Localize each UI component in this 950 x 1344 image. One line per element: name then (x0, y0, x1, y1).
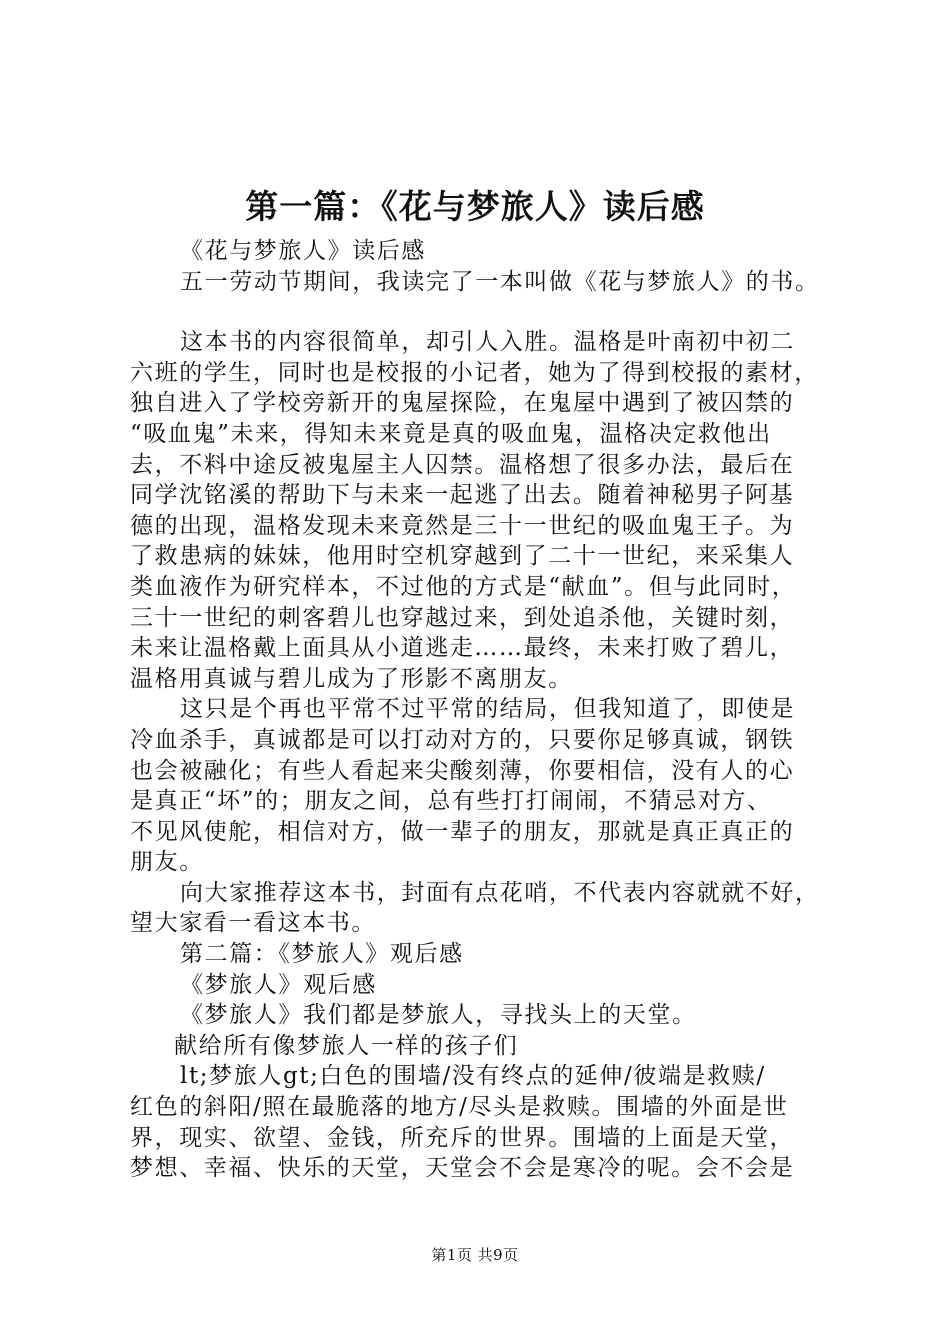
paragraph-line: 同学沈铭溪的帮助下与未来一起逃了出去。随着神秘男子阿基 (130, 482, 795, 509)
subtitle-line: 《花与梦旅人》读后感 (180, 238, 426, 264)
paragraph-line: 未来让温格戴上面具从小道逃走……最终，未来打败了碧儿， (130, 635, 795, 662)
paragraph-line: 不见风使舵，相信对方，做一辈子的朋友，那就是真正真正的 (130, 818, 795, 845)
paragraph-line: 界，现实、欲望、金钱，所充斥的世界。围墙的上面是天堂， (130, 1124, 795, 1151)
paragraph-line: 五一劳动节期间，我读完了一本叫做《花与梦旅人》的书。 (180, 268, 820, 295)
paragraph-line: 也会被融化；有些人看起来尖酸刻薄，你要相信，没有人的心 (130, 757, 795, 784)
paragraph-line: 类血液作为研究样本，不过他的方式是“献血”。但与此同时， (130, 573, 797, 600)
section-heading: 第二篇：《梦旅人》观后感 (180, 941, 464, 968)
paragraph-line: 献给所有像梦旅人一样的孩子们 (174, 1032, 519, 1059)
paragraph-line: 温格用真诚与碧儿成为了形影不离朋友。 (130, 665, 573, 692)
subtitle-line: 《梦旅人》观后感 (180, 971, 377, 998)
paragraph-line: 独自进入了学校旁新开的鬼屋探险，在鬼屋中遇到了被囚禁的 (130, 390, 795, 417)
paragraph-line: lt;梦旅人gt;白色的围墙/没有终点的延伸/彼端是救赎/ (180, 1063, 766, 1090)
paragraph-line: 望大家看一看这本书。 (130, 910, 376, 937)
paragraph-line: 这本书的内容很简单，却引人入胜。温格是叶南初中初二 (180, 329, 795, 356)
paragraph-line: 冷血杀手，真诚都是可以打动对方的，只要你足够真诚，钢铁 (130, 726, 795, 753)
page-number-footer: 第1页 共9页 (431, 1246, 519, 1264)
paragraph-line: 去，不料中途反被鬼屋主人囚禁。温格想了很多办法，最后在 (130, 451, 795, 478)
paragraph-line: 向大家推荐这本书，封面有点花哨，不代表内容就就不好， (180, 879, 820, 906)
paragraph-gap (130, 297, 850, 327)
paragraph-line: 是真正“坏”的；朋友之间，总有些打打闹闹，不猜忌对方、 (130, 788, 772, 815)
document-title: 第一篇：《花与梦旅人》读后感 (245, 187, 705, 226)
paragraph-line: 六班的学生，同时也是校报的小记者，她为了得到校报的素材， (130, 359, 819, 386)
paragraph-line: 三十一世纪的刺客碧儿也穿越过来，到处追杀他，关键时刻， (130, 604, 795, 631)
paragraph-line: 梦想、幸福、快乐的天堂，天堂会不会是寒冷的呢。会不会是 (130, 1155, 795, 1182)
paragraph-line: 《梦旅人》我们都是梦旅人，寻找头上的天堂。 (180, 1002, 697, 1029)
paragraph-line: 了救患病的妹妹，他用时空机穿越到了二十一世纪，来采集人 (130, 543, 795, 570)
paragraph-line: 朋友。 (130, 849, 204, 876)
paragraph-line: 德的出现，温格发现未来竟然是三十一世纪的吸血鬼王子。为 (130, 512, 795, 539)
document-body (130, 236, 850, 1184)
paragraph-line: 红色的斜阳/照在最脆落的地方/尽头是救赎。围墙的外面是世 (130, 1094, 789, 1121)
paragraph-line: “吸血鬼”未来，得知未来竟是真的吸血鬼，温格决定救他出 (130, 420, 772, 447)
paragraph-line: 这只是个再也平常不过平常的结局，但我知道了，即使是 (180, 696, 795, 723)
